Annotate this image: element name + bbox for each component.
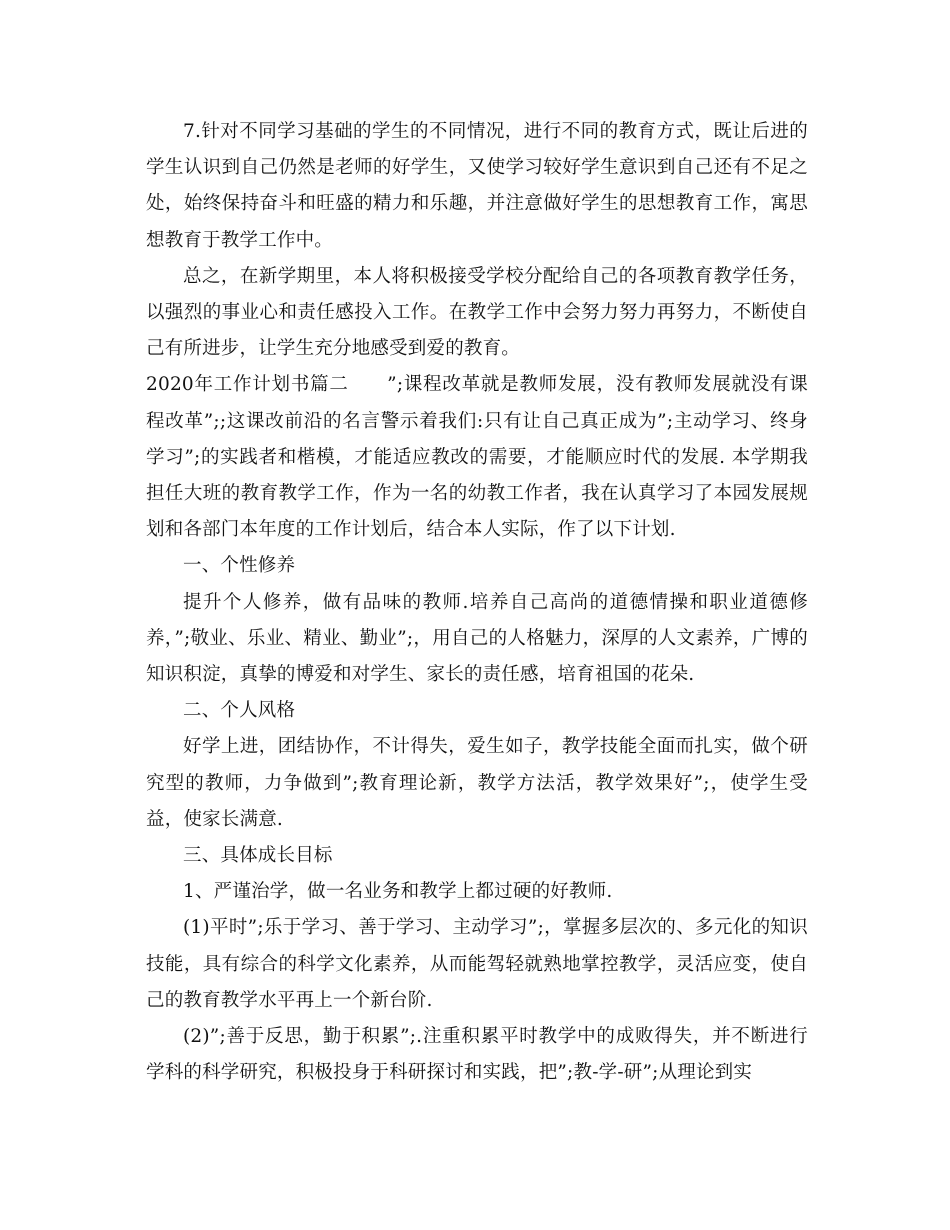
heading-personal-style: 二、个人风格 [183, 700, 296, 722]
paragraph-summary: 总之，在新学期里，本人将积极接受学校分配给自己的各项教育教学任务，以强烈的事业心和责任感投入工作。在教学工作中会努力努力再努力，不断使自己有所进步，让学生充分地感受到爱的教育。 [146, 265, 808, 360]
paragraph-personal-cultivation: 提升个人修养，做有品味的教师.培养自己高尚的道德情操和职业道德修养，”;敬业、乐业、精业、勤业”;，用自己的人格魅力，深厚的人文素养，广博的知识积淀，真挚的博爱和对学生、家长的责任感，培育祖国的花朵. [146, 591, 808, 686]
paragraph-goal-1-item-2: (2)”;善于反思，勤于积累”;.注重积累平时教学中的成败得失，并不断进行学科的科学研究，积极投身于科研探讨和实践，把”;教-学-研”;从理论到实 [146, 1026, 808, 1084]
paragraph-point-7: 7.针对不同学习基础的学生的不同情况，进行不同的教育方式，既让后进的学生认识到自己仍然是老师的好学生，又使学习较好学生意识到自己还有不足之处，始终保持奋斗和旺盛的精力和乐趣，并注意做好学生的思想教育工作，寓思想教育于教学工作中。 [146, 121, 808, 251]
paragraph-plan-part-two: 2020年工作计划书篇二 ”;课程改革就是教师发展，没有教师发展就没有课程改革”;;这课改前沿的名言警示着我们:只有让自己真正成为”;主动学习、终身学习”;的实践者和楷模，才能适应教改的需要，才能顺应时代的发展. 本学期我担任大班的教育教学工作，作为一名的幼教工作者，我在认真学习了本园发展规划和各部门本年度的工作计划后，结合本人实际，作了以下计划. [146, 374, 808, 541]
paragraph-goal-1-item-1: (1)平时”;乐于学习、善于学习、主动学习”;，掌握多层次的、多元化的知识技能，具有综合的科学文化素养，从而能驾轻就熟地掌控教学，灵活应变，使自己的教育教学水平再上一个新台阶. [146, 917, 808, 1011]
document-body [146, 114, 808, 1091]
paragraph-goal-1: 1、严谨治学，做一名业务和教学上都过硬的好教师. [183, 881, 613, 903]
heading-growth-goals: 三、具体成长目标 [183, 845, 333, 867]
heading-personal-cultivation: 一、个性修养 [183, 555, 296, 577]
paragraph-personal-style: 好学上进，团结协作，不计得失，爱生如子，教学技能全面而扎实，做个研究型的教师，力争做到”;教育理论新，教学方法活，教学效果好”;，使学生受益，使家长满意. [146, 736, 808, 830]
